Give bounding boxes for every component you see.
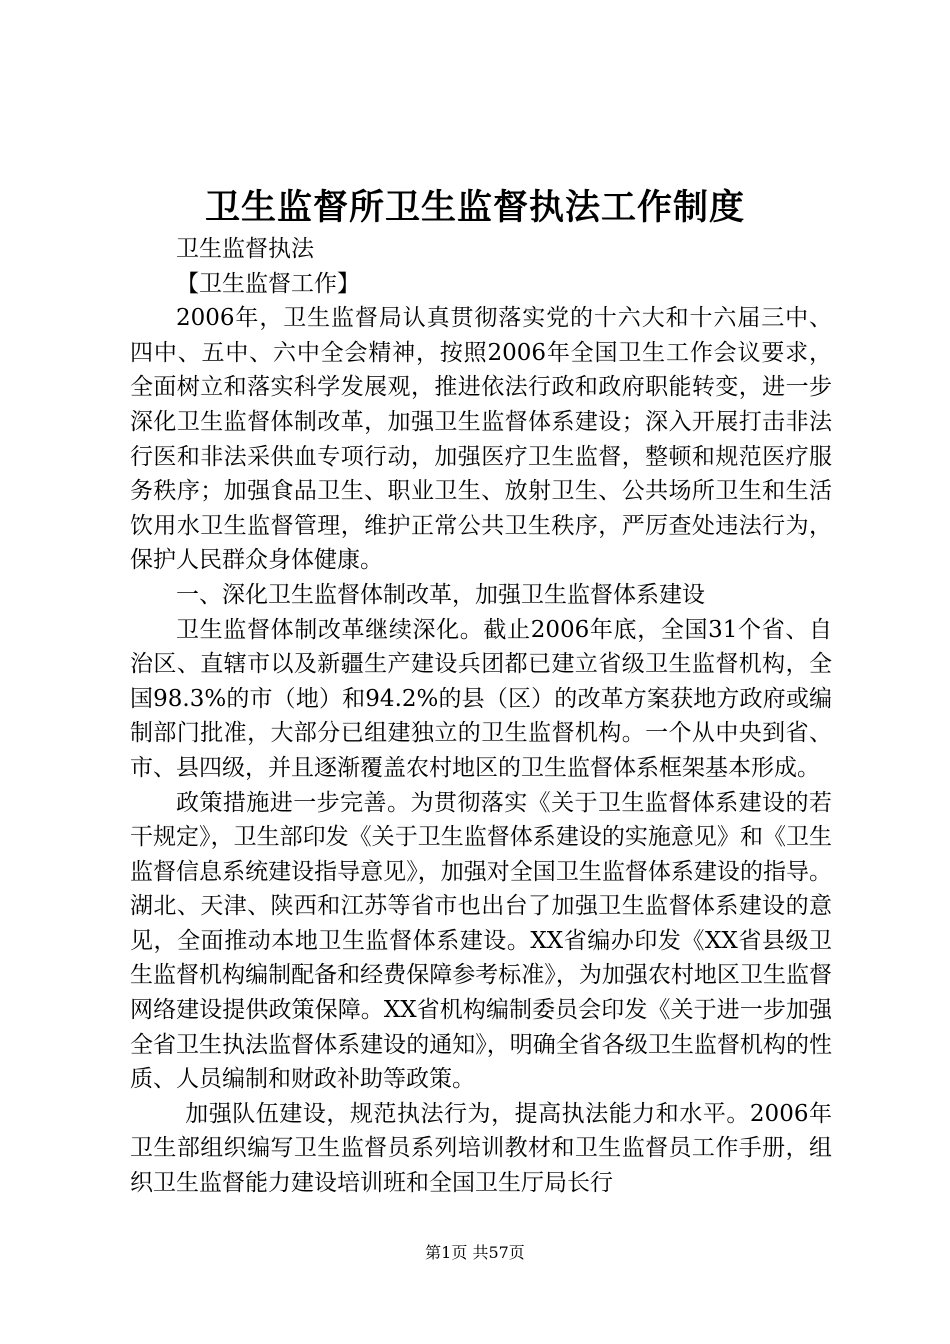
- paragraph-subtitle: 卫生监督执法: [176, 236, 314, 262]
- paragraph-section-tag: 【卫生监督工作】: [176, 270, 360, 297]
- paragraph-policy: 政策措施进一步完善。为贯彻落实《关于卫生监督体系建设的若干规定》，卫生部印发《关于卫生监督体系建设的实施意见》和《卫生监督信息系统建设指导意见》，加强对全国卫生监督体系建设的指导。湖北、天津、陕西和江苏等省市也出台了加强卫生监督体系建设的意见，全面推动本地卫生监督体系建设。XX省编办印发《XX省县级卫生监督机构编制配备和经费保障参考标准》，为加强农村地区卫生监督网络建设提供政策保障。XX省机构编制委员会印发《关于进一步加强全省卫生执法监督体系建设的通知》，明确全省各级卫生监督机构的性质、人员编制和财政补助等政策。: [130, 789, 832, 1093]
- paragraph-reform: 卫生监督体制改革继续深化。截止2006年底，全国31个省、自治区、直辖市以及新疆生产建设兵团都已建立省级卫生监督机构，全国98.3%的市（地）和94.2%的县（区）的改革方案获地方政府或编制部门批准，大部分已组建独立的卫生监督机构。一个从中央到省、市、县四级，并且逐渐覆盖农村地区的卫生监督体系框架基本形成。: [130, 616, 832, 781]
- paragraph-team: 加强队伍建设，规范执法行为，提高执法能力和水平。2006年卫生部组织编写卫生监督员系列培训教材和卫生监督员工作手册，组织卫生监督能力建设培训班和全国卫生厅局长行: [130, 1100, 832, 1197]
- page-footer: 第1页 共57页: [425, 1243, 525, 1262]
- document-title: 卫生监督所卫生监督执法工作制度: [204, 187, 745, 228]
- paragraph-heading-one: 一、深化卫生监督体制改革，加强卫生监督体系建设: [176, 581, 705, 608]
- document-body: [130, 232, 832, 1201]
- paragraph-intro: 2006年，卫生监督局认真贯彻落实党的十六大和十六届三中、四中、五中、六中全会精神，按照2006年全国卫生工作会议要求，全面树立和落实科学发展观，推进依法行政和政府职能转变，进一步深化卫生监督体制改革，加强卫生监督体系建设；深入开展打击非法行医和非法采供血专项行动，加强医疗卫生监督，整顿和规范医疗服务秩序；加强食品卫生、职业卫生、放射卫生、公共场所卫生和生活饮用水卫生监督管理，维护正常公共卫生秩序，严厉查处违法行为，保护人民群众身体健康。: [130, 305, 832, 574]
